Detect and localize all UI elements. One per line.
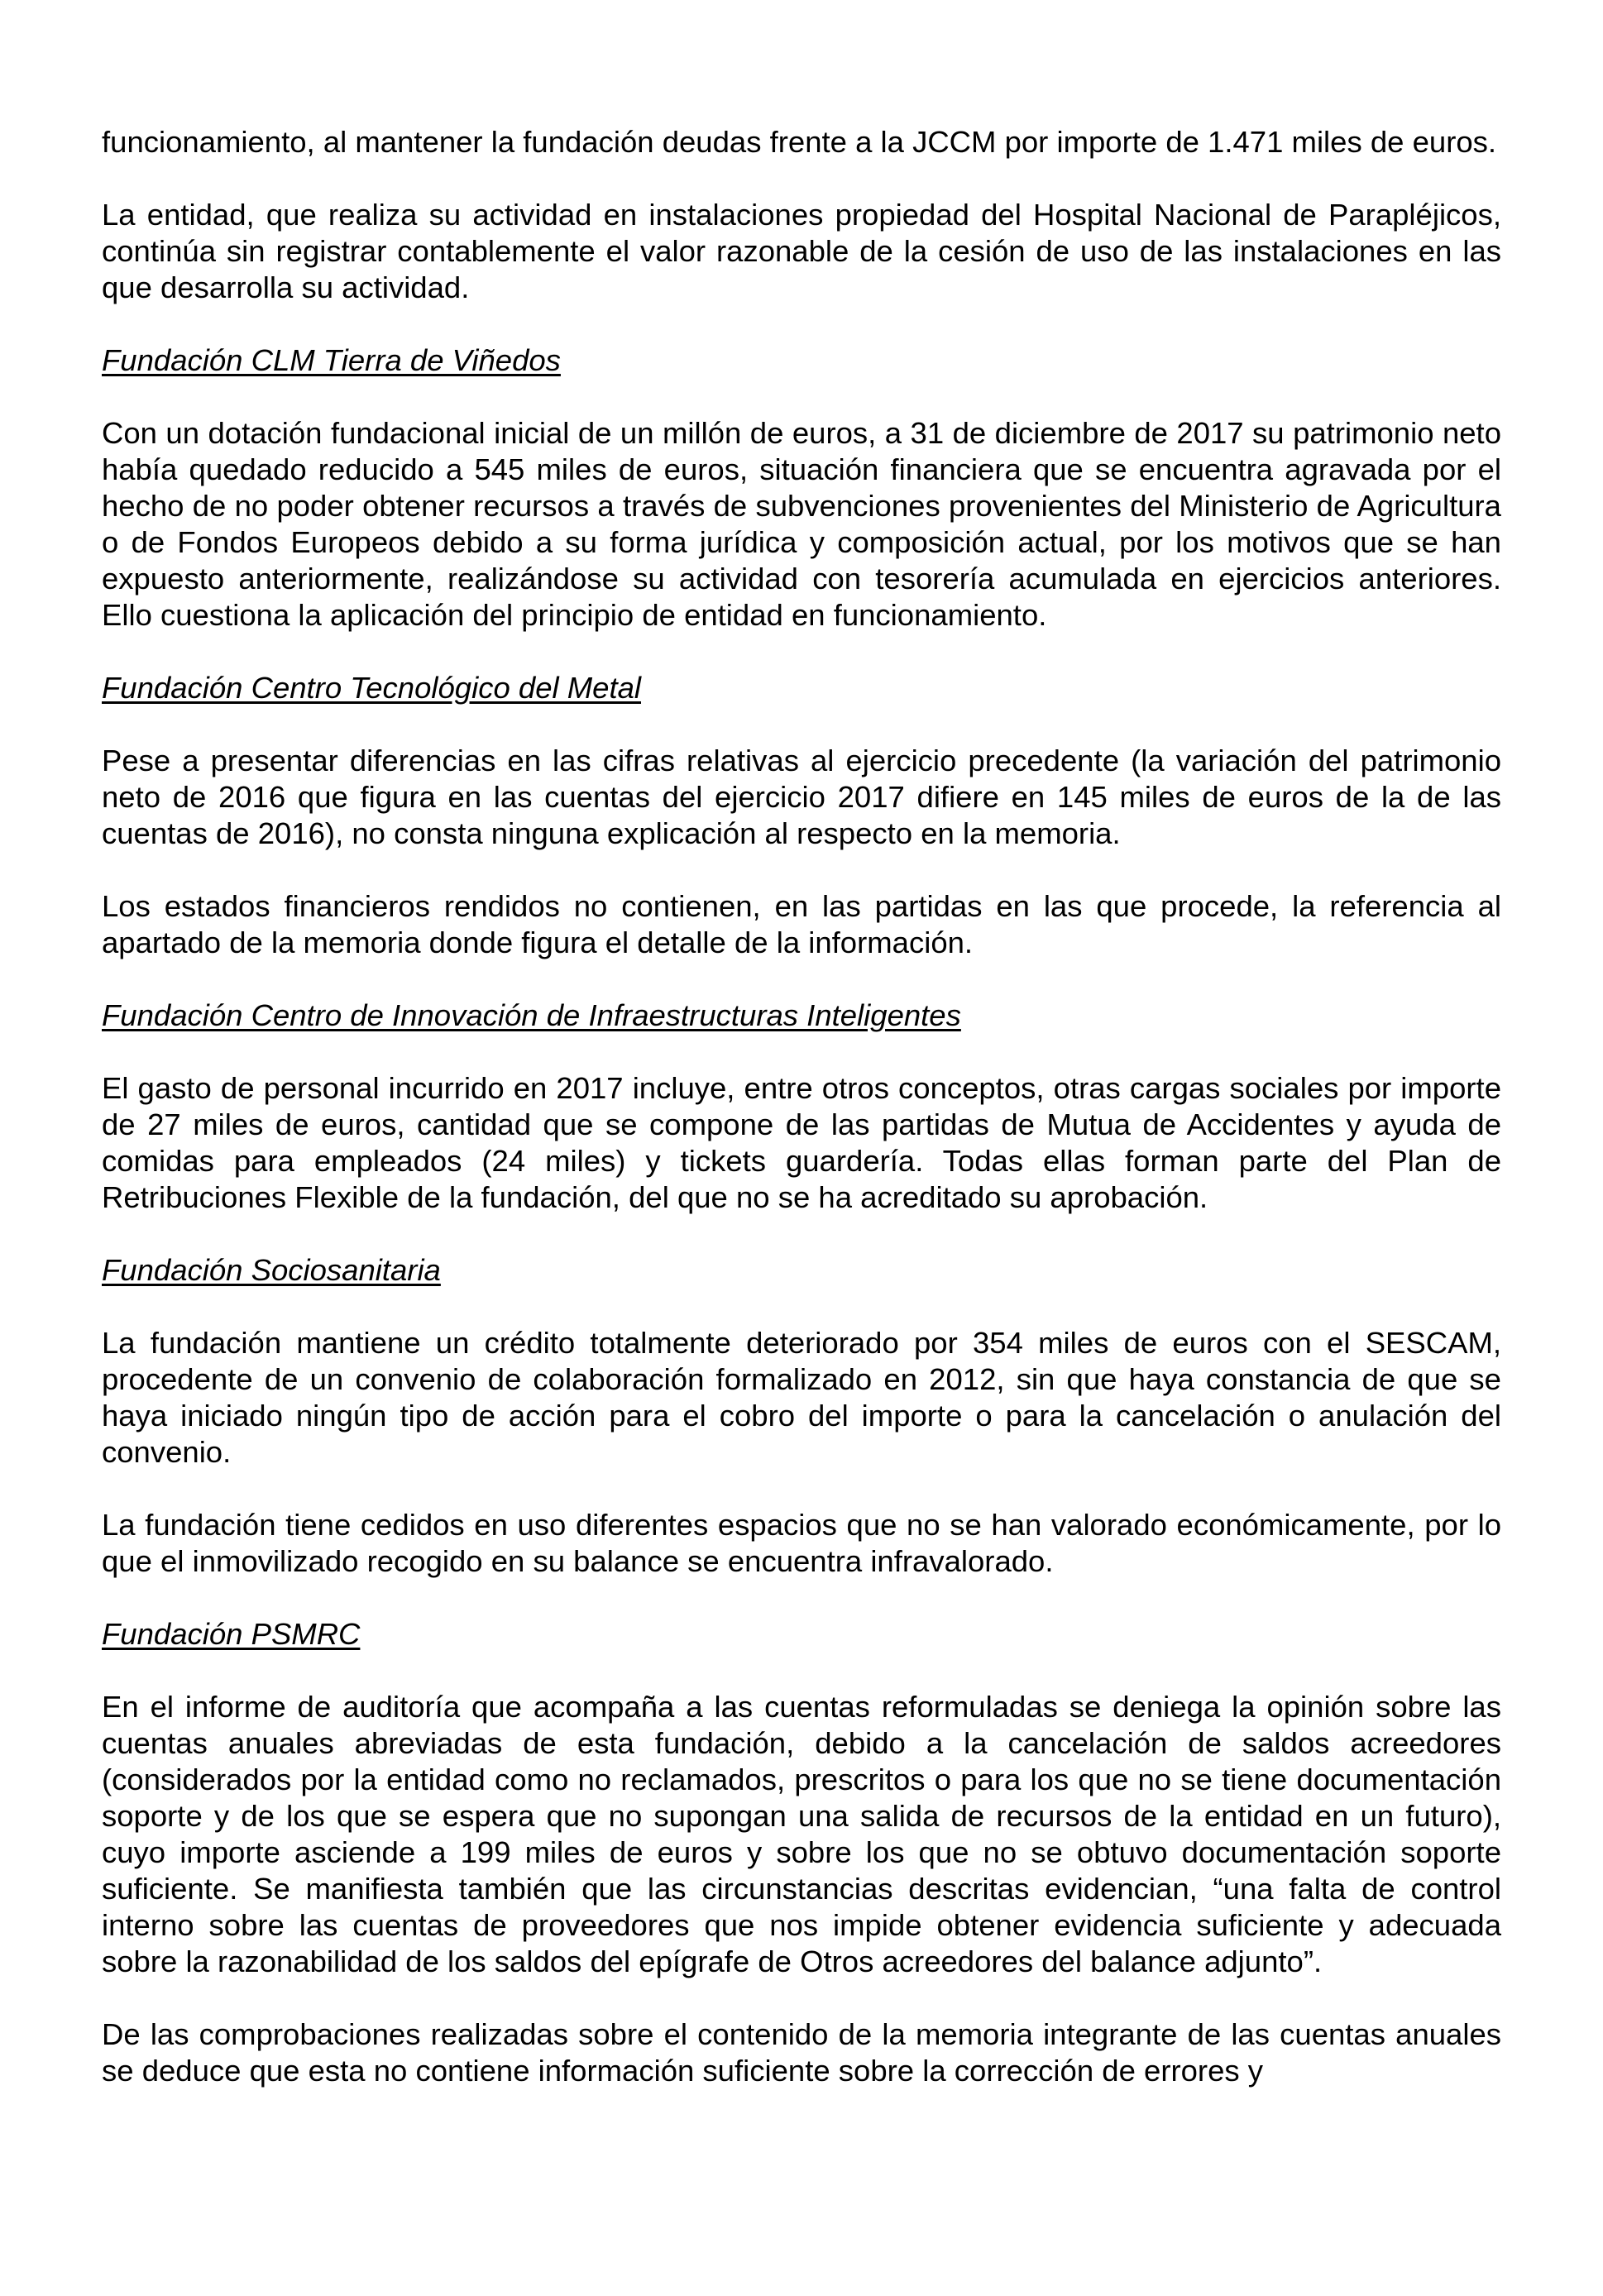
section-heading-infraestructuras-inteligentes: Fundación Centro de Innovación de Infraestructuras Inteligentes [102, 998, 961, 1032]
paragraph-hospital-parapléjicos: La entidad, que realiza su actividad en instalaciones propiedad del Hospital Nacional de Parapléjicos, continúa sin registrar contablemente el valor razonable de la cesión de uso de las instalaciones en las que desarrolla su actividad. [102, 198, 1501, 304]
section-heading-tierra-de-viñedos: Fundación CLM Tierra de Viñedos [102, 343, 561, 377]
paragraph-informe-auditoria: En el informe de auditoría que acompaña a las cuentas reformuladas se deniega la opinión sobre las cuentas anuales abreviadas de esta fundación, debido a la cancelación de saldos acreedores (considerados por la entidad como no reclamados, prescritos o para los que no se tiene documentación soporte y de los que se espera que no supongan una salida de recursos de la entidad en un futuro), cuyo importe asciende a 199 miles de euros y sobre los que no se obtuvo documentación soporte suficiente. Se manifiesta también que las circunstancias descritas evidencian, “una falta de control interno sobre las cuentas de proveedores que nos impide obtener evidencia suficiente y adecuada sobre la razonabilidad de los saldos del epígrafe de Otros acreedores del balance adjunto”. [102, 1690, 1501, 1978]
paragraph-metal-estados-financieros: Los estados financieros rendidos no contienen, en las partidas en las que procede, la referencia al apartado de la memoria donde figura el detalle de la información. [102, 889, 1501, 959]
paragraph-gasto-personal: El gasto de personal incurrido en 2017 incluye, entre otros conceptos, otras cargas sociales por importe de 27 miles de euros, cantidad que se compone de las partidas de Mutua de Accidentes y ayuda de comidas para empleados (24 miles) y tickets guardería. Todas ellas forman parte del Plan de Retribuciones Flexible de la fundación, del que no se ha acreditado su aprobación. [102, 1071, 1501, 1214]
section-heading-centro-tecnologico-metal: Fundación Centro Tecnológico del Metal [102, 671, 641, 705]
section-heading-sociosanitaria: Fundación Sociosanitaria [102, 1253, 441, 1287]
paragraph-espacios-cedidos: La fundación tiene cedidos en uso diferentes espacios que no se han valorado económicamente, por lo que el inmovilizado recogido en su balance se encuentra infravalorado. [102, 1508, 1501, 1578]
document-page [102, 124, 1501, 2126]
paragraph-metal-diferencias: Pese a presentar diferencias en las cifras relativas al ejercicio precedente (la variación del patrimonio neto de 2016 que figura en las cuentas del ejercicio 2017 difiere en 145 miles de euros de la de las cuentas de 2016), no consta ninguna explicación al respecto en la memoria. [102, 744, 1501, 850]
paragraph-comprobaciones-memoria: De las comprobaciones realizadas sobre el contenido de la memoria integrante de las cuentas anuales se deduce que esta no contiene información suficiente sobre la corrección de errores y [102, 2017, 1501, 2088]
paragraph-tierra-de-viñedos: Con un dotación fundacional inicial de un millón de euros, a 31 de diciembre de 2017 su patrimonio neto había quedado reducido a 545 miles de euros, situación financiera que se encuentra agravada por el hecho de no poder obtener recursos a través de subvenciones provenientes del Ministerio de Agricultura o de Fondos Europeos debido a su forma jurídica y composición actual, por los motivos que se han expuesto anteriormente, realizándose su actividad con tesorería acumulada en ejercicios anteriores. Ello cuestiona la aplicación del principio de entidad en funcionamiento. [102, 416, 1501, 632]
section-heading-psmrc: Fundación PSMRC [102, 1617, 361, 1651]
paragraph-funcionamiento-continuation: funcionamiento, al mantener la fundación deudas frente a la JCCM por importe de 1.471 miles de euros. [102, 125, 1497, 159]
paragraph-credito-sescam: La fundación mantiene un crédito totalmente deteriorado por 354 miles de euros con el SESCAM, procedente de un convenio de colaboración formalizado en 2012, sin que haya constancia de que se haya iniciado ningún tipo de acción para el cobro del importe o para la cancelación o anulación del convenio. [102, 1326, 1501, 1469]
